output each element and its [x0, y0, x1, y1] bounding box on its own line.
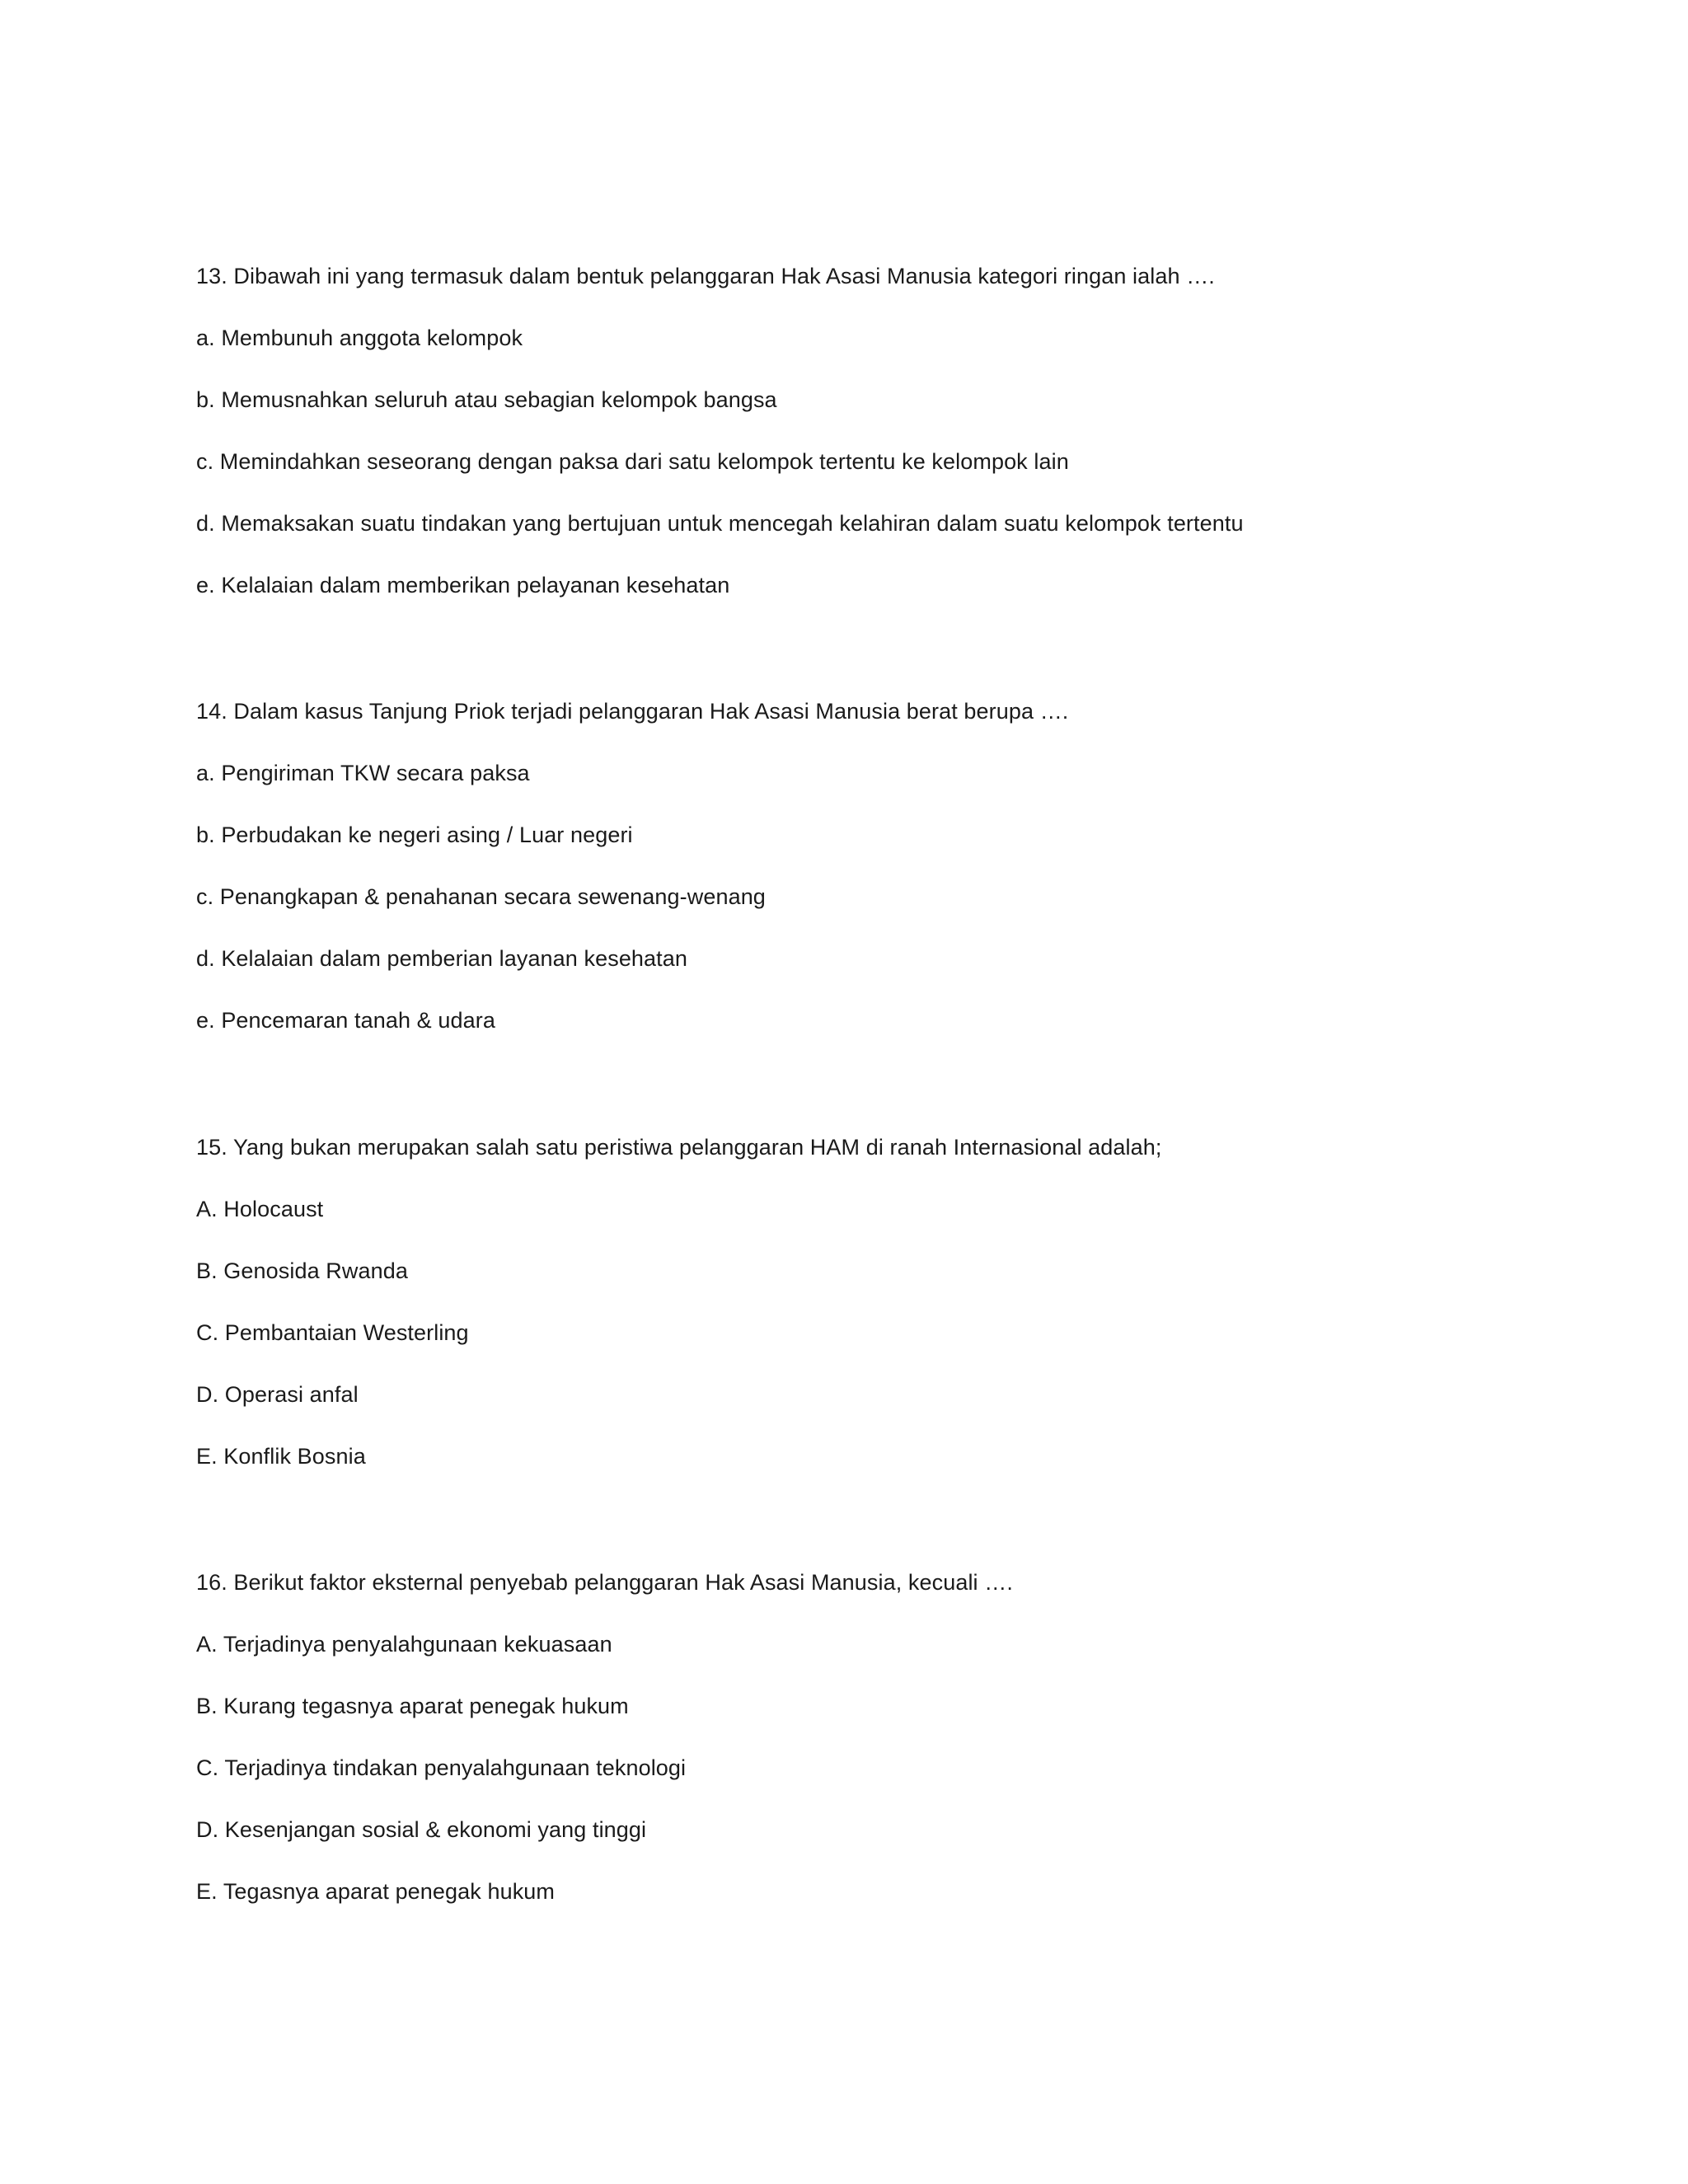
question-14-option-c: c. Penangkapan & penahanan secara sewenang-wenang	[196, 884, 766, 909]
question-15-option-c: C. Pembantaian Westerling	[196, 1320, 469, 1345]
question-13-option-b: b. Memusnahkan seluruh atau sebagian kelompok bangsa	[196, 387, 777, 412]
question-14-option-d: d. Kelalaian dalam pemberian layanan kesehatan	[196, 946, 688, 971]
question-16-option-b: B. Kurang tegasnya aparat penegak hukum	[196, 1694, 629, 1718]
question-15-option-d: D. Operasi anfal	[196, 1382, 359, 1407]
question-14-option-b: b. Perbudakan ke negeri asing / Luar negeri	[196, 823, 633, 847]
question-16	[196, 1568, 1531, 1906]
question-14-option-e: e. Pencemaran tanah & udara	[196, 1008, 495, 1033]
question-15-stem: 15. Yang bukan merupakan salah satu peristiwa pelanggaran HAM di ranah Internasional adalah;	[196, 1135, 1162, 1160]
question-15-option-b: B. Genosida Rwanda	[196, 1258, 408, 1283]
question-13-option-d: d. Memaksakan suatu tindakan yang bertujuan untuk mencegah kelahiran dalam suatu kelompok tertentu	[196, 511, 1244, 536]
question-13-option-a: a. Membunuh anggota kelompok	[196, 326, 523, 350]
question-14-option-a: a. Pengiriman TKW secara paksa	[196, 761, 530, 785]
question-16-stem: 16. Berikut faktor eksternal penyebab pelanggaran Hak Asasi Manusia, kecuali ….	[196, 1570, 1013, 1595]
question-16-option-c: C. Terjadinya tindakan penyalahgunaan teknologi	[196, 1755, 687, 1780]
question-13	[196, 261, 1531, 600]
question-15-option-e: E. Konflik Bosnia	[196, 1444, 366, 1469]
question-14	[196, 696, 1531, 1035]
question-16-option-a: A. Terjadinya penyalahgunaan kekuasaan	[196, 1632, 612, 1657]
question-15	[196, 1132, 1531, 1471]
question-13-stem: 13. Dibawah ini yang termasuk dalam bentuk pelanggaran Hak Asasi Manusia kategori ringan ialah ….	[196, 264, 1215, 288]
question-13-option-c: c. Memindahkan seseorang dengan paksa dari satu kelompok tertentu ke kelompok lain	[196, 449, 1069, 474]
question-16-option-e: E. Tegasnya aparat penegak hukum	[196, 1879, 556, 1904]
question-15-option-a: A. Holocaust	[196, 1197, 324, 1221]
question-14-stem: 14. Dalam kasus Tanjung Priok terjadi pelanggaran Hak Asasi Manusia berat berupa ….	[196, 699, 1069, 724]
question-13-option-e: e. Kelalaian dalam memberikan pelayanan kesehatan	[196, 573, 730, 598]
question-16-option-d: D. Kesenjangan sosial & ekonomi yang tinggi	[196, 1817, 647, 1842]
